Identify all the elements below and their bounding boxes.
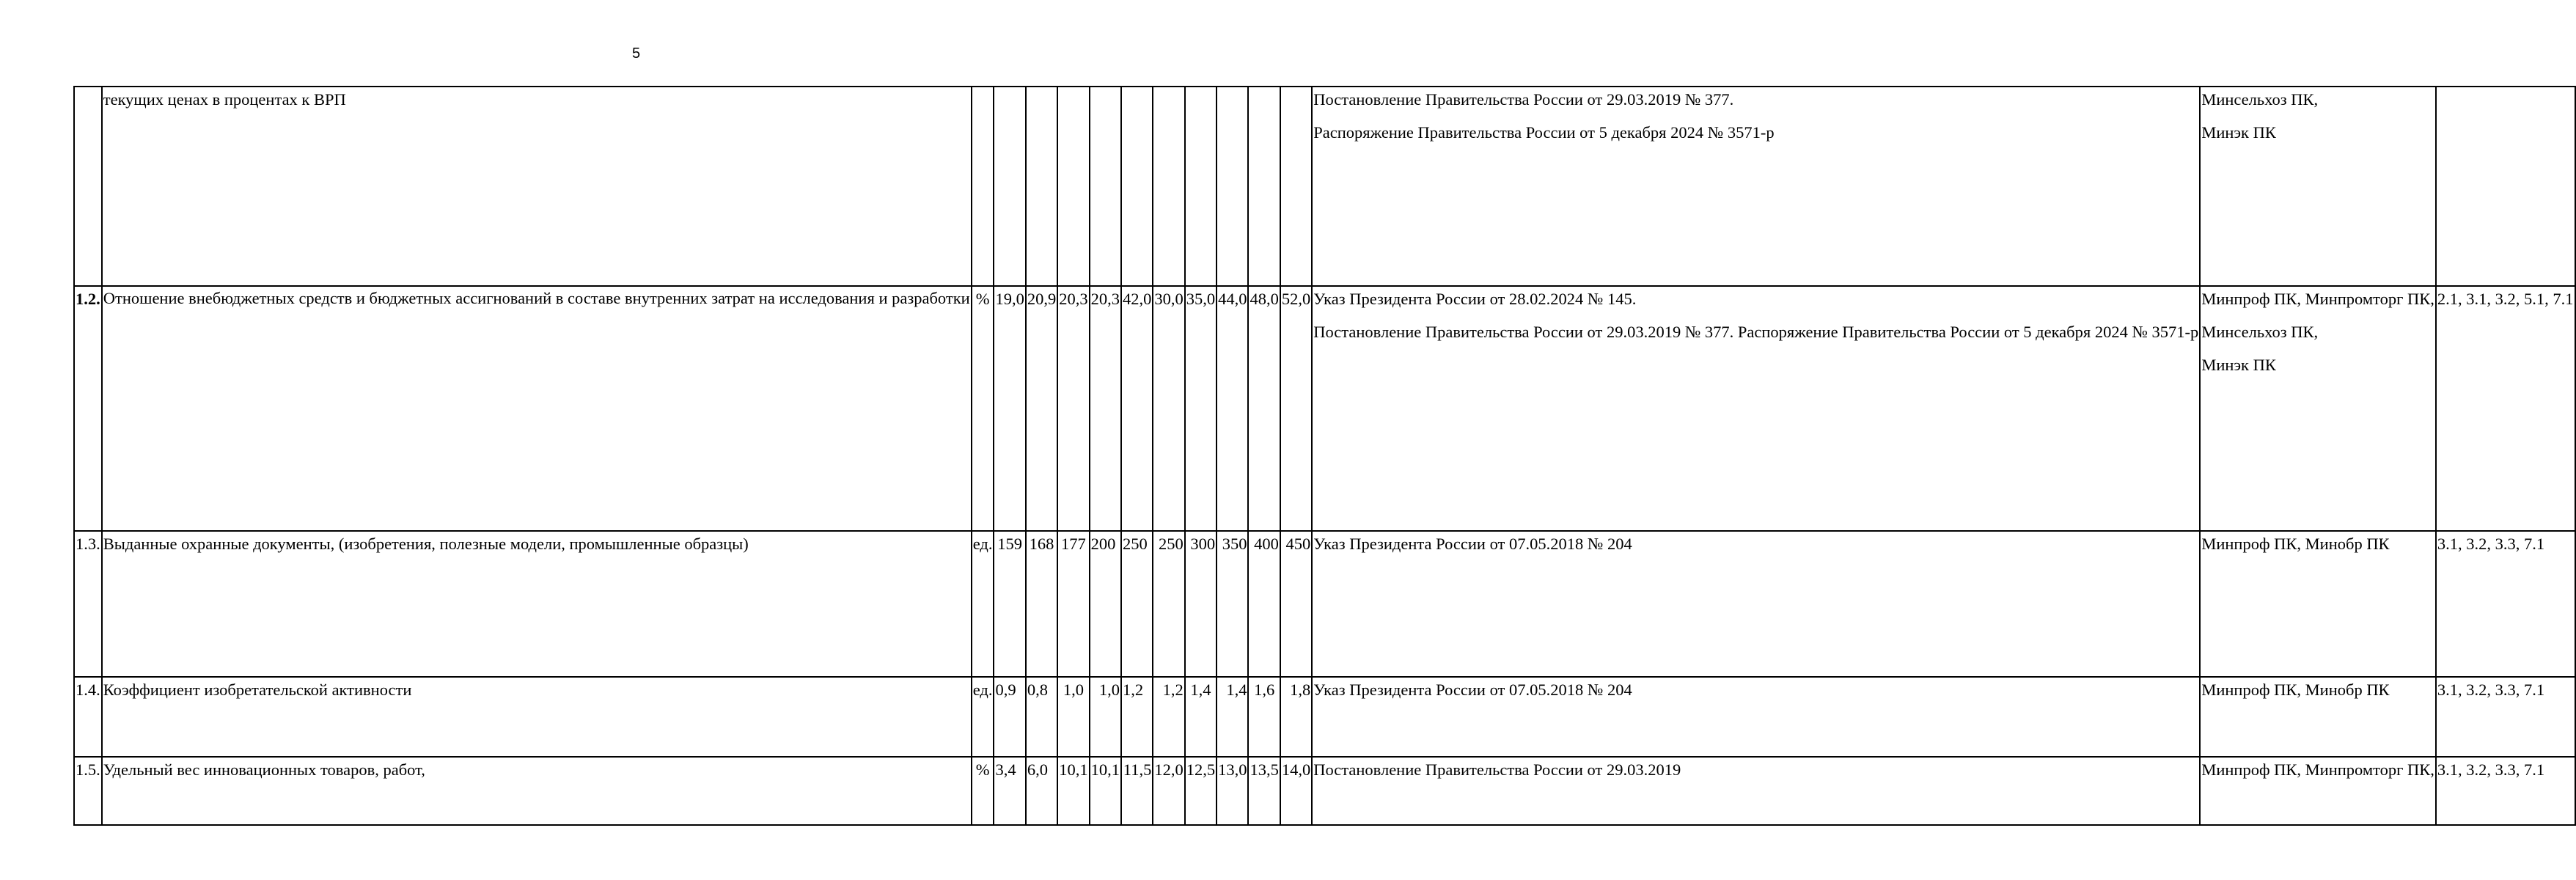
legal-basis (1312, 286, 2200, 531)
unit: % (972, 757, 994, 825)
responsible-item: Минэк ПК (2201, 356, 2276, 374)
value-cell: 6,0 (1026, 757, 1057, 825)
value-cell: 0,9 (994, 677, 1025, 757)
row-number: 1.3. (74, 531, 102, 677)
legal-basis (1312, 757, 2200, 825)
value-cell: 1,8 (1280, 677, 1312, 757)
legal-basis-paragraph: Указ Президента России от 28.02.2024 № 145. (1313, 290, 1637, 308)
responsible (2200, 677, 2436, 757)
legal-basis-paragraph: Постановление Правительства России от 29.03.2019 № 377. (1313, 90, 1734, 109)
unit: ед. (972, 677, 994, 757)
responsible (2200, 286, 2436, 531)
value-cell: 12,5 (1185, 757, 1217, 825)
value-cell (1153, 87, 1184, 286)
value-cell: 350 (1217, 531, 1248, 677)
value-cell: 200 (1090, 531, 1121, 677)
indicator-name: Выданные охранные документы, (изобретения, полезные модели, промышленные образцы) (102, 531, 972, 677)
refs: 3.1, 3.2, 3.3, 7.1 (2436, 677, 2575, 757)
row-number: 1.5. (74, 757, 102, 825)
value-cell (1280, 87, 1312, 286)
responsible-item: Минпроф ПК, Минпромторг ПК, (2201, 760, 2434, 779)
value-cell: 52,0 (1280, 286, 1312, 531)
value-cell: 1,4 (1185, 677, 1217, 757)
refs: 3.1, 3.2, 3.3, 7.1 (2436, 757, 2575, 825)
value-cell (1121, 87, 1153, 286)
refs: 2.1, 3.1, 3.2, 5.1, 7.1 (2436, 286, 2575, 531)
value-cell: 12,0 (1153, 757, 1184, 825)
unit: % (972, 286, 994, 531)
value-cell: 1,2 (1153, 677, 1184, 757)
row-number (74, 87, 102, 286)
value-cell: 48,0 (1248, 286, 1280, 531)
value-cell (1185, 87, 1217, 286)
responsible-item: Минпроф ПК, Минобр ПК (2201, 681, 2390, 699)
responsible-item: Минпроф ПК, Минобр ПК (2201, 535, 2390, 553)
value-cell: 44,0 (1217, 286, 1248, 531)
value-cell: 300 (1185, 531, 1217, 677)
value-cell (1057, 87, 1089, 286)
value-cell: 11,5 (1121, 757, 1153, 825)
value-cell: 19,0 (994, 286, 1025, 531)
value-cell: 20,3 (1057, 286, 1089, 531)
value-cell: 1,2 (1121, 677, 1153, 757)
value-cell: 250 (1121, 531, 1153, 677)
value-cell (1026, 87, 1057, 286)
unit: ед. (972, 531, 994, 677)
value-cell: 1,0 (1057, 677, 1089, 757)
unit (972, 87, 994, 286)
value-cell: 450 (1280, 531, 1312, 677)
value-cell: 1,6 (1248, 677, 1280, 757)
value-cell: 13,5 (1248, 757, 1280, 825)
value-cell: 42,0 (1121, 286, 1153, 531)
responsible-item: Минпроф ПК, Минпромторг ПК, (2201, 290, 2434, 308)
legal-basis (1312, 531, 2200, 677)
responsible (2200, 87, 2436, 286)
row-number: 1.4. (74, 677, 102, 757)
legal-basis-paragraph: Указ Президента России от 07.05.2018 № 204 (1313, 681, 1632, 699)
value-cell: 250 (1153, 531, 1184, 677)
value-cell (1248, 87, 1280, 286)
indicator-name: Коэффициент изобретательской активности (102, 677, 972, 757)
table-row (74, 757, 2575, 825)
value-cell: 400 (1248, 531, 1280, 677)
refs (2436, 87, 2575, 286)
value-cell: 20,3 (1090, 286, 1121, 531)
table-row (74, 677, 2575, 757)
legal-basis-paragraph: Постановление Правительства России от 29.03.2019 № 377. Распоряжение Правительства России от 5 декабря 2024 № 3571-р (1313, 323, 2199, 341)
value-cell: 13,0 (1217, 757, 1248, 825)
value-cell (1217, 87, 1248, 286)
responsible (2200, 531, 2436, 677)
legal-basis-paragraph: Указ Президента России от 07.05.2018 № 204 (1313, 535, 1632, 553)
legal-basis-paragraph: Распоряжение Правительства России от 5 декабря 2024 № 3571-р (1313, 123, 1775, 142)
value-cell: 20,9 (1026, 286, 1057, 531)
indicators-table (73, 86, 2576, 826)
indicator-name: Удельный вес инновационных товаров, работ, (102, 757, 972, 825)
table-row (74, 531, 2575, 677)
value-cell: 3,4 (994, 757, 1025, 825)
value-cell: 1,0 (1090, 677, 1121, 757)
indicator-name: текущих ценах в процентах к ВРП (102, 87, 972, 286)
table-row (74, 286, 2575, 531)
row-number: 1.2. (74, 286, 102, 531)
value-cell: 1,4 (1217, 677, 1248, 757)
refs: 3.1, 3.2, 3.3, 7.1 (2436, 531, 2575, 677)
value-cell: 0,8 (1026, 677, 1057, 757)
table-row (74, 87, 2575, 286)
value-cell: 10,1 (1090, 757, 1121, 825)
value-cell: 35,0 (1185, 286, 1217, 531)
page-number: 5 (631, 45, 641, 62)
value-cell (1090, 87, 1121, 286)
responsible-item: Минсельхоз ПК, (2201, 90, 2319, 109)
value-cell: 168 (1026, 531, 1057, 677)
value-cell: 14,0 (1280, 757, 1312, 825)
responsible-item: Минэк ПК (2201, 123, 2276, 142)
value-cell (994, 87, 1025, 286)
responsible-item: Минсельхоз ПК, (2201, 323, 2319, 341)
value-cell: 10,1 (1057, 757, 1089, 825)
legal-basis (1312, 677, 2200, 757)
indicator-name: Отношение внебюджетных средств и бюджетных ассигнований в составе внутренних затрат на исследования и разработки (102, 286, 972, 531)
legal-basis-paragraph: Постановление Правительства России от 29.03.2019 (1313, 760, 1681, 779)
value-cell: 159 (994, 531, 1025, 677)
value-cell: 177 (1057, 531, 1089, 677)
legal-basis (1312, 87, 2200, 286)
value-cell: 30,0 (1153, 286, 1184, 531)
responsible (2200, 757, 2436, 825)
